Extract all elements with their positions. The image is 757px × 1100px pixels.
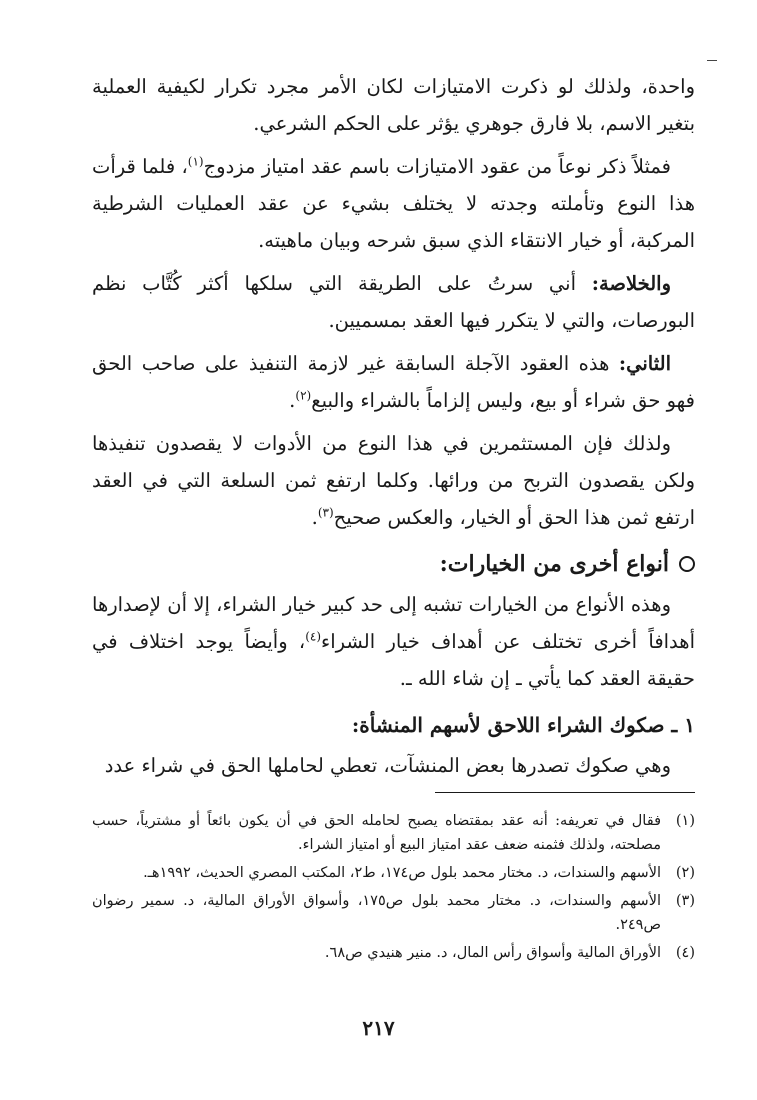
paragraph-5-text: ولذلك فإن المستثمرين في هذا النوع من الأدوات لا يقصدون تنفيذها ولكن يقصدون التربح من ورائها. وكلما ارتفع ثمن السلعة التي في العقد ارتفع ثمن هذا الحق أو الخيار، والعكس صحيح xyxy=(92,432,695,529)
footnote-number: (٤) xyxy=(675,945,695,961)
paragraph-7-text: وهي صكوك تصدرها بعض المنشآت، تعطي لحاملها الحق في شراء عدد xyxy=(104,754,671,777)
paragraph-5 xyxy=(92,425,695,536)
paragraph-5-end: . xyxy=(311,506,318,529)
footnote-number: (٢) xyxy=(675,865,695,881)
paragraph-2 xyxy=(92,148,695,259)
section-heading-text: أنواع أخرى من الخيارات: xyxy=(439,551,669,577)
footnote-text: الأسهم والسندات، د. مختار محمد بلول ص١٧٥، وأسواق الأوراق المالية، د. سمير رضوان ص٢٤٩. xyxy=(92,893,661,933)
paragraph-6 xyxy=(92,586,695,697)
paragraph-6-text: وهذه الأنواع من الخيارات تشبه إلى حد كبير خيار الشراء، إلا أن لإصدارها أهدافاً أخرى تختلف عن أهداف خيار الشراء xyxy=(92,593,695,653)
paragraph-2-rest: ، فلما قرأت هذا النوع وتأملته وجدته لا يختلف بشيء عن عقد العمليات الشرطية المركبة، أو خيار الانتقاء الذي سبق شرحه وبيان ماهيته. xyxy=(92,155,695,252)
paragraph-3 xyxy=(92,265,695,339)
footnote-text: الأوراق المالية وأسواق رأس المال، د. منير هنيدي ص٦٨. xyxy=(324,945,661,961)
footnote-item xyxy=(92,809,695,857)
footnote-ref-2[interactable]: (٢) xyxy=(295,388,312,403)
footnote-item xyxy=(92,889,695,937)
paragraph-3-text: أني سرتُ على الطريقة التي سلكها أكثر كُتَّاب نظم البورصات، والتي لا يتكرر فيها العقد بمسميين. xyxy=(92,272,695,332)
paragraph-4-end: . xyxy=(289,389,296,412)
paragraph-4-text: هذه العقود الآجلة السابقة غير لازمة التنفيذ على صاحب الحق فهو حق شراء أو بيع، وليس إلزاماً بالشراء والبيع xyxy=(92,352,695,412)
page-number: ٢١٧ xyxy=(362,1016,395,1040)
footnote-item xyxy=(92,861,695,885)
footnote-text: فقال في تعريفه: أنه عقد بمقتضاه يصبح لحامله الحق في أن يكون بائعاً أو مشترياً، حسب مصلحته، ولذلك فثمنه ضعف عقد امتياز البيع أو امتياز الشراء. xyxy=(92,813,661,853)
footnote-ref-4[interactable]: (٤) xyxy=(305,629,322,644)
footnote-ref-1[interactable]: (١) xyxy=(187,154,204,169)
corner-mark xyxy=(707,60,717,61)
footnote-ref-3[interactable]: (٣) xyxy=(317,505,334,520)
footnote-number: (١) xyxy=(675,813,695,829)
paragraph-7 xyxy=(92,747,695,784)
footnote-number: (٣) xyxy=(675,893,695,909)
paragraph-1-text: واحدة، ولذلك لو ذكرت الامتيازات لكان الأمر مجرد تكرار لكيفية العملية بتغير الاسم، بلا فارق جوهري يؤثر على الحكم الشرعي. xyxy=(92,75,695,135)
paragraph-2-text: فمثلاً ذكر نوعاً من عقود الامتيازات باسم عقد امتياز مزدوج xyxy=(203,155,671,178)
sub-heading: ١ ـ صكوك الشراء اللاحق لأسهم المنشأة: xyxy=(351,713,695,737)
paragraph-1 xyxy=(92,68,695,142)
hollow-circle-icon xyxy=(679,556,695,572)
section-heading xyxy=(92,542,695,586)
main-text xyxy=(92,68,695,790)
paragraph-4 xyxy=(92,345,695,419)
second-point-label: الثاني: xyxy=(618,352,671,375)
footnote-text: الأسهم والسندات، د. مختار محمد بلول ص١٧٤، ط٢، المكتب المصري الحديث، ١٩٩٢هـ. xyxy=(143,865,661,881)
footnote-item xyxy=(92,941,695,965)
footnote-divider xyxy=(435,792,695,793)
paragraph-6-rest: ، وأيضاً يوجد اختلاف في حقيقة العقد كما يأتي ـ إن شاء الله ـ. xyxy=(92,630,695,690)
conclusion-label: والخلاصة: xyxy=(591,272,671,295)
footnotes xyxy=(92,792,695,969)
